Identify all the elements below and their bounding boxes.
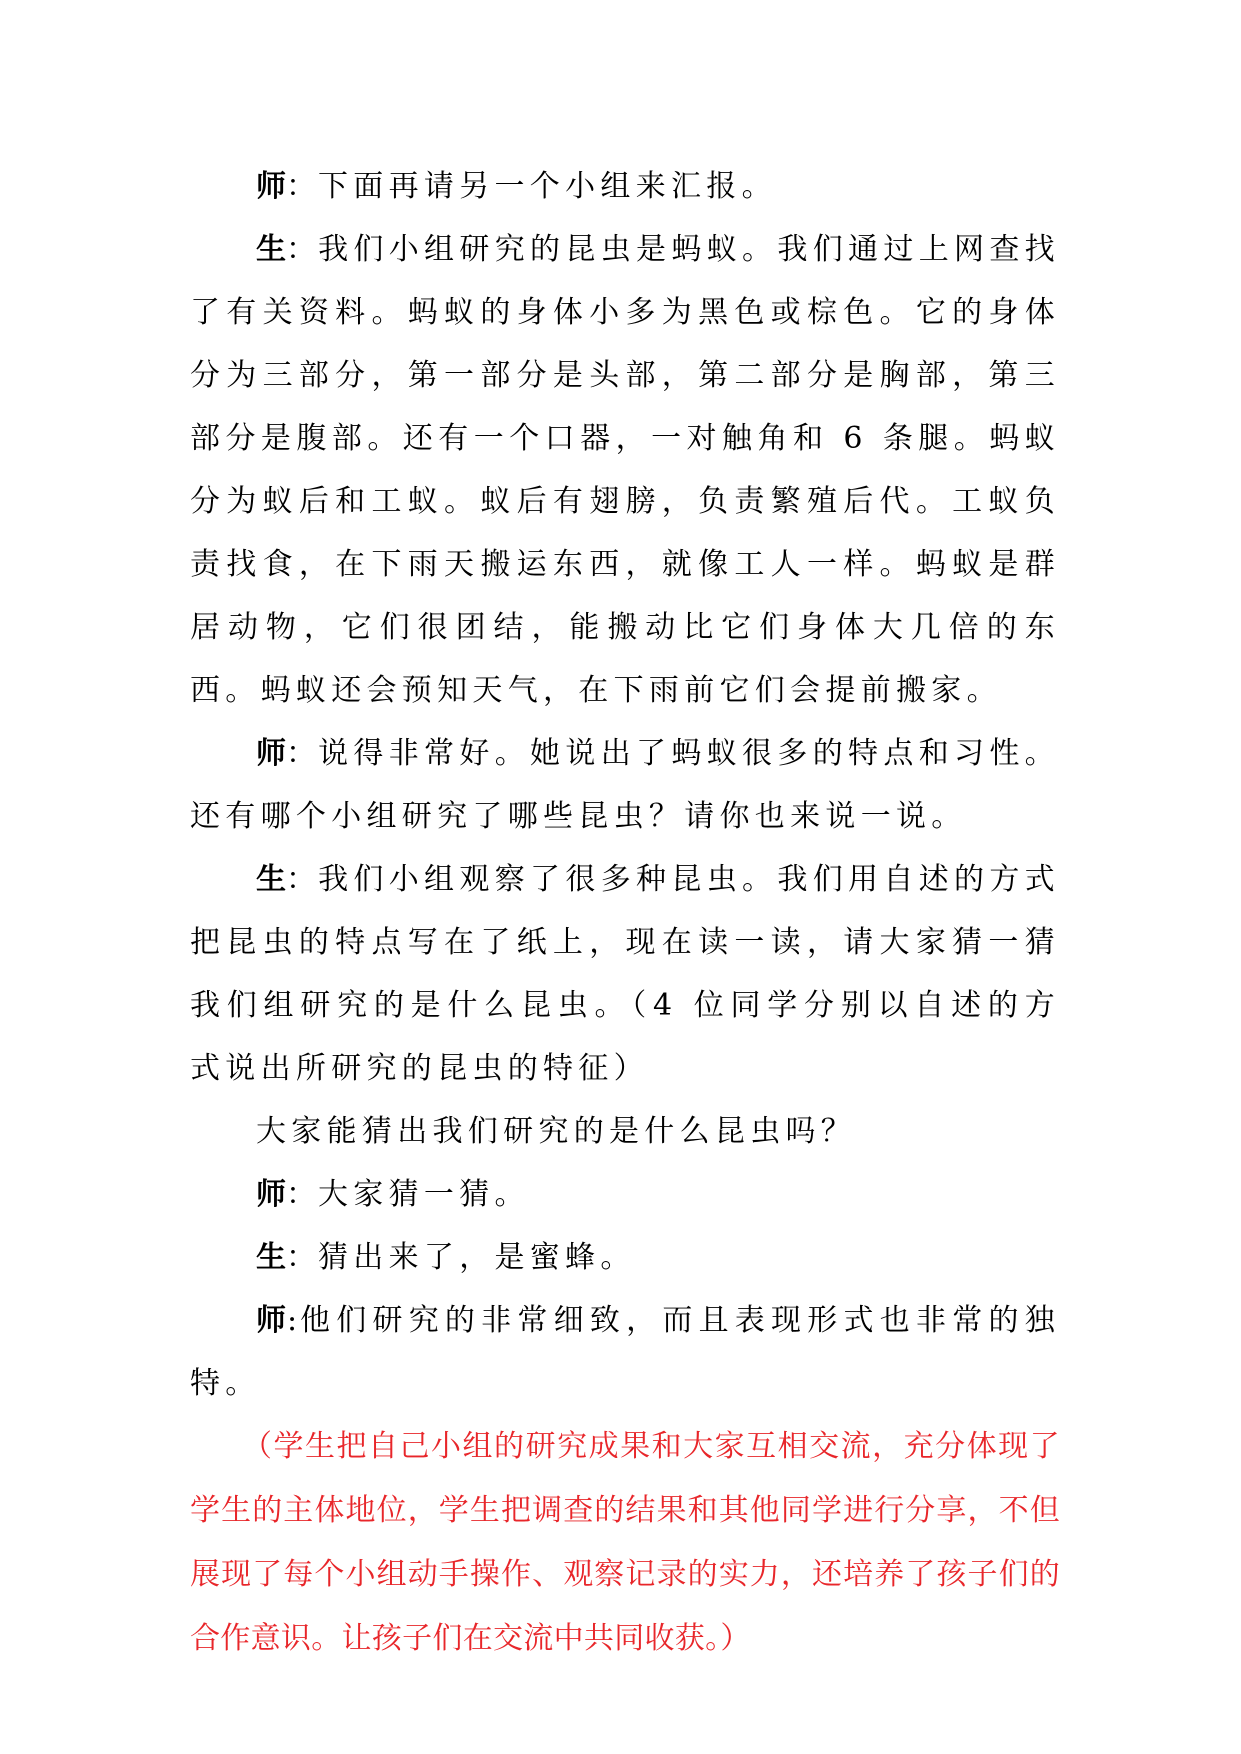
speaker-label: 师 — [256, 736, 287, 771]
dialogue-text: 下面再请另一个小组来汇报。 — [318, 169, 777, 204]
dialogue-text: 大家能猜出我们研究的是什么昆虫吗？ — [256, 1114, 857, 1149]
dialogue-paragraph — [190, 1163, 1060, 1226]
dialogue-text: 猜出来了，是蜜蜂。 — [318, 1240, 636, 1275]
dialogue-paragraph — [190, 1226, 1060, 1289]
speaker-label: 师 — [256, 1303, 287, 1338]
speaker-colon: ： — [286, 1177, 318, 1212]
speaker-label: 生 — [256, 232, 287, 267]
speaker-label: 生 — [256, 1240, 286, 1275]
dialogue-paragraph — [190, 1289, 1060, 1415]
dialogue-paragraph — [190, 155, 1060, 218]
teaching-commentary: （学生把自己小组的研究成果和大家互相交流，充分体现了学生的主体地位，学生把调查的结果和其他同学进行分享，不但展现了每个小组动手操作、观察记录的实力，还培养了孩子们的合作意识。让孩子们在交流中共同收获。） — [190, 1429, 1060, 1656]
lesson-transcript — [190, 155, 1060, 1671]
speaker-label: 师 — [256, 169, 286, 204]
dialogue-text: 大家猜一猜。 — [318, 1177, 530, 1212]
speaker-label: 生 — [256, 862, 287, 897]
speaker-colon: ： — [286, 862, 319, 897]
dialogue-text: 他们研究的非常细致，而且表现形式也非常的独特。 — [190, 1303, 1060, 1401]
dialogue-paragraph — [190, 218, 1060, 722]
speaker-colon: ： — [286, 736, 319, 771]
speaker-colon: ： — [286, 232, 319, 267]
dialogue-paragraph — [190, 722, 1060, 848]
speaker-colon: ： — [286, 169, 318, 204]
speaker-colon: : — [286, 1303, 300, 1338]
dialogue-text: 我们小组观察了很多种昆虫。我们用自述的方式把昆虫的特点写在了纸上，现在读一读，请大家猜一猜我们组研究的是什么昆虫。（4 位同学分别以自述的方式说出所研究的昆虫的特征） — [190, 862, 1060, 1086]
dialogue-paragraph — [190, 1100, 1060, 1163]
dialogue-text: 我们小组研究的昆虫是蚂蚁。我们通过上网查找了有关资料。蚂蚁的身体小多为黑色或棕色。它的身体分为三部分，第一部分是头部，第二部分是胸部，第三部分是腹部。还有一个口器，一对触角和 6 条腿。蚂蚁分为蚁后和工蚁。蚁后有翅膀，负责繁殖后代。工蚁负责找食，在下雨天搬运东西，就像工人一样。蚂蚁是群居动物，它们很团结，能搬动比它们身体大几倍的东西。蚂蚁还会预知天气，在下雨前它们会提前搬家。 — [190, 232, 1060, 708]
speaker-label: 师 — [256, 1177, 286, 1212]
dialogue-paragraph — [190, 848, 1060, 1100]
dialogue-text: 说得非常好。她说出了蚂蚁很多的特点和习性。还有哪个小组研究了哪些昆虫？请你也来说一说。 — [190, 736, 1060, 834]
speaker-colon: ： — [286, 1240, 318, 1275]
